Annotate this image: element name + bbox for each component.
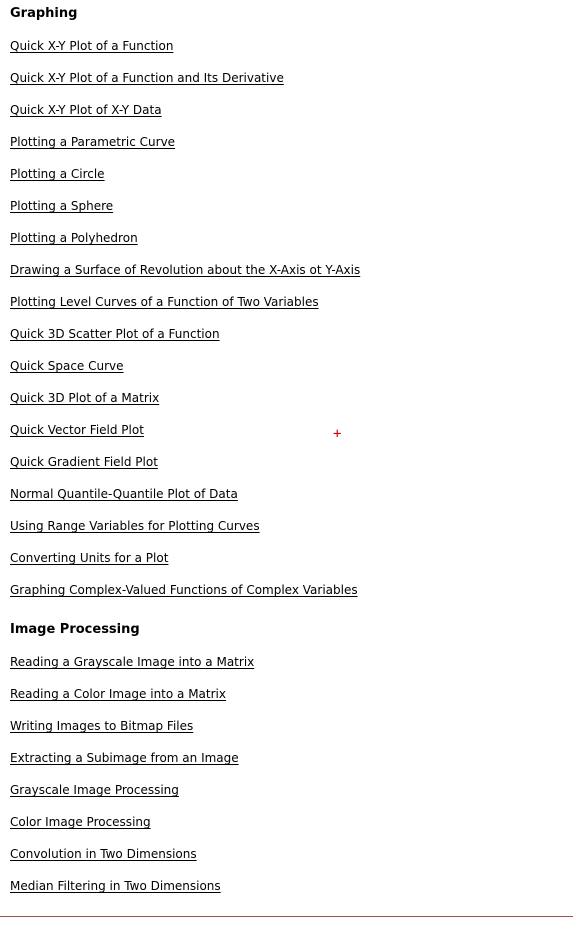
link-quick-gradient-field-plot[interactable]: Quick Gradient Field Plot	[10, 455, 158, 469]
link-complex-valued-functions[interactable]: Graphing Complex-Valued Functions of Complex Variables	[10, 583, 358, 597]
footer-divider	[0, 916, 573, 917]
section-title-graphing: Graphing	[10, 6, 78, 21]
section-title-image-processing: Image Processing	[10, 622, 140, 637]
link-median-filtering-2d[interactable]: Median Filtering in Two Dimensions	[10, 879, 221, 893]
link-write-bitmap-files[interactable]: Writing Images to Bitmap Files	[10, 719, 194, 733]
link-plotting-circle[interactable]: Plotting a Circle	[10, 167, 105, 181]
link-surface-of-revolution[interactable]: Drawing a Surface of Revolution about the X-Axis ot Y-Axis	[10, 263, 361, 277]
link-converting-units-plot[interactable]: Converting Units for a Plot	[10, 551, 169, 565]
link-plotting-polyhedron[interactable]: Plotting a Polyhedron	[10, 231, 138, 245]
link-level-curves[interactable]: Plotting Level Curves of a Function of Two Variables	[10, 295, 319, 309]
link-quick-3d-plot-matrix[interactable]: Quick 3D Plot of a Matrix	[10, 391, 160, 405]
link-range-variables-plotting[interactable]: Using Range Variables for Plotting Curves	[10, 519, 260, 533]
link-quick-xy-plot-data[interactable]: Quick X-Y Plot of X-Y Data	[10, 103, 162, 117]
link-color-image-processing[interactable]: Color Image Processing	[10, 815, 151, 829]
link-plotting-parametric-curve[interactable]: Plotting a Parametric Curve	[10, 135, 176, 149]
link-normal-qq-plot[interactable]: Normal Quantile-Quantile Plot of Data	[10, 487, 238, 501]
link-read-grayscale-image[interactable]: Reading a Grayscale Image into a Matrix	[10, 655, 255, 669]
link-convolution-2d[interactable]: Convolution in Two Dimensions	[10, 847, 197, 861]
link-quick-vector-field-plot[interactable]: Quick Vector Field Plot	[10, 423, 144, 437]
link-quick-xy-plot-function-derivative[interactable]: Quick X-Y Plot of a Function and Its Derivative	[10, 71, 284, 85]
link-quick-3d-scatter-plot[interactable]: Quick 3D Scatter Plot of a Function	[10, 327, 220, 341]
link-quick-xy-plot-function[interactable]: Quick X-Y Plot of a Function	[10, 39, 174, 53]
link-extract-subimage[interactable]: Extracting a Subimage from an Image	[10, 751, 239, 765]
link-read-color-image[interactable]: Reading a Color Image into a Matrix	[10, 687, 226, 701]
link-plotting-sphere[interactable]: Plotting a Sphere	[10, 199, 114, 213]
crosshair-cursor-icon: +	[333, 426, 342, 442]
link-quick-space-curve[interactable]: Quick Space Curve	[10, 359, 124, 373]
link-grayscale-image-processing[interactable]: Grayscale Image Processing	[10, 783, 179, 797]
